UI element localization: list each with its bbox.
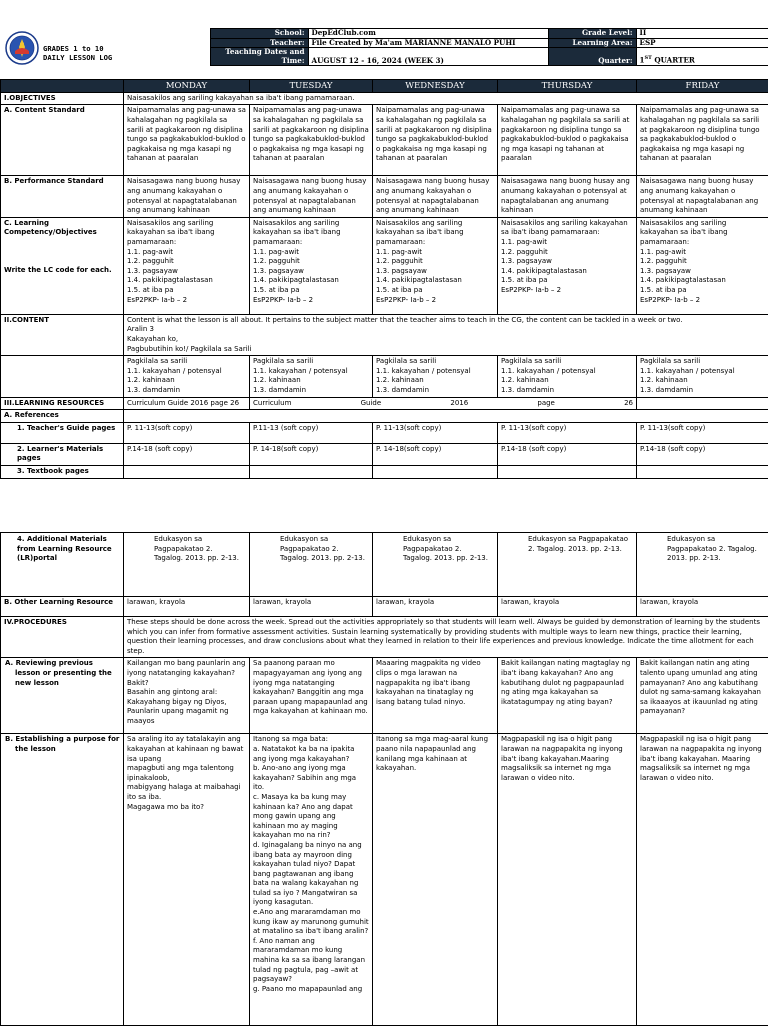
quarter-value <box>636 48 768 66</box>
references-label: A. References <box>1 410 124 423</box>
purpose-tue: Itanong sa mga bata: a. Natatakot ka ba na ipakita ang iyong mga kakayahan? b. Ano-ano ang iyong mga kakayahan? Sabihin ang mga ito. c. Masaya ka ba kung may kahinaan ka? Ano ang dapat mong gawin upang ang kahinaan mo ay maging kakayahan mo na rin? d. Iginagalang ba ninyo na ang ibang bata ay mayroon ding kakayahan tulad niyo? Dapat bang pagtawanan ang ibang bata na walang kakayahan ng tulad sa iyo ? Mangatwiran sa iyong kasagutan. e.Ano ang mararamdaman mo kung ikaw ay marunong gumuhit at matalino sa iba't ibang aralin? f. Ano naman ang mararamdaman mo kung mahina ka sa sa ibang larangan tulad ng pagtula, pag –awit at pagsayaw? g. Paano mo mapapaunlad ang <box>250 734 373 1026</box>
references-blank <box>124 410 768 423</box>
dates-label <box>210 48 308 66</box>
teachers-guide-label: 1. Teacher's Guide pages <box>1 422 124 443</box>
teachers-guide-fri: P. 11-13(soft copy) <box>637 422 768 443</box>
other-resource-tue: larawan, krayola <box>250 597 373 617</box>
competency-fri: Naisasakilos ang sariling kakayahan sa iba't ibang pamamaraan: 1.1. pag-awit 1.2. pagguhit 1.3. pagsayaw 1.4. pakikipagtalastasan 1.5. at iba pa EsP2PKP- Ia-b – 2 <box>637 217 768 314</box>
competency-thu: Naisasakilos ang sariling kakayahan sa iba't ibang pamamaraan: 1.1. pag-awit 1.2. pagguhit 1.3. pagsayaw 1.4. pakikipagtalastasan 1.5. at iba pa EsP2PKP- Ia-b – 2 <box>498 217 637 314</box>
form-title <box>40 29 210 79</box>
learners-thu: P.14-18 (soft copy) <box>498 443 637 465</box>
performance-standard-label: B. Performance Standard <box>1 176 124 217</box>
title-line-1: GRADES 1 to 10 <box>43 45 207 54</box>
review-tue: Sa paanong paraan mo mapagyayaman ang iyong ang iyong mga natatanging kakayahan? Banggitin ang mga paraan upang mapapaunlad ang mga kakayahan at kahinaan mo. <box>250 658 373 734</box>
quarter-suffix: ST <box>645 55 652 61</box>
school-value: DepEdClub.com <box>308 29 548 39</box>
content-standard-wed: Naipamamalas ang pag-unawa sa kahalagahan ng pagkilala sa sarili at pagkakaroon ng disiplina tungo sa pagkakabuklod-buklod o pagkakaisa ng mga kasapi ng tahanan at paaralan <box>373 105 498 176</box>
textbook-wed <box>373 465 498 478</box>
lesson-log-page-1 <box>0 28 768 479</box>
grade-label: Grade Level: <box>548 29 636 39</box>
textbook-thu <box>498 465 637 478</box>
objectives-label: I.OBJECTIVES <box>1 92 124 105</box>
learners-fri: P.14-18 (soft copy) <box>637 443 768 465</box>
dates-label-1: Teaching Dates and <box>214 48 305 57</box>
content-wed: Pagkilala sa sarili 1.1. kakayahan / potensyal 1.2. kahinaan 1.3. damdamin <box>373 356 498 397</box>
performance-standard-wed: Naisasagawa nang buong husay ang anumang kakayahan o potensyal at napagtalabanan ang anumang kahinaan <box>373 176 498 217</box>
objectives-table <box>0 79 768 479</box>
school-label: School: <box>210 29 308 39</box>
teacher-value: File Created by Ma'am MARIANNE MANALO PUHI <box>308 38 548 48</box>
content-standard-mon: Naipamamalas ang pag-unawa sa kahalagahan ng pagkilala sa sarili at pagkakaroon ng disiplina tungo sa pagkakabuklod-buklod o pagkakaisa ng mga kasapi ng tahanan at paaralan <box>124 105 250 176</box>
teachers-guide-thu: P. 11-13(soft copy) <box>498 422 637 443</box>
learners-label: 2. Learner's Materials pages <box>1 443 124 465</box>
textbook-tue <box>250 465 373 478</box>
deped-seal-icon <box>5 31 39 65</box>
content-thu: Pagkilala sa sarili 1.1. kakayahan / potensyal 1.2. kahinaan 1.3. damdamin <box>498 356 637 397</box>
review-wed: Maaaring magpakita ng video clips o mga larawan na nagpapakita ng iba't ibang kakayahan na tinataglay ng isang batang tulad ninyo. <box>373 658 498 734</box>
additional-mon: Edukasyon sa Pagpapakatao 2. Tagalog. 2013. pp. 2-13. <box>124 533 250 597</box>
content-text: Content is what the lesson is all about. It pertains to the subject matter that the teacher aims to teach in the CG, the content can be tackled in a week or two. Aralin 3 Kakayahan ko, Pagbubutihin ko!/ Pagkilala sa Sarili <box>124 314 768 355</box>
competency-note: Write the LC code for each. <box>4 266 120 276</box>
other-resource-fri: larawan, krayola <box>637 597 768 617</box>
content-mon: Pagkilala sa sarili 1.1. kakayahan / potensyal 1.2. kahinaan 1.3. damdamin <box>124 356 250 397</box>
additional-thu: Edukasyon sa Pagpapakatao 2. Tagalog. 2013. pp. 2-13. <box>498 533 637 597</box>
day-thursday: THURSDAY <box>498 79 637 92</box>
performance-standard-tue: Naisasagawa nang buong husay ang anumang kakayahan o potensyal at napagtalabanan ang anumang kahinaan <box>250 176 373 217</box>
quarter-label: Quarter: <box>548 48 636 66</box>
quarter-number: 1 <box>640 56 645 65</box>
additional-tue: Edukasyon sa Pagpapakatao 2. Tagalog. 2013. pp. 2-13. <box>250 533 373 597</box>
content-standard-label: A. Content Standard <box>1 105 124 176</box>
area-label: Learning Area: <box>548 38 636 48</box>
learners-tue: P. 14-18(soft copy) <box>250 443 373 465</box>
day-wednesday: WEDNESDAY <box>373 79 498 92</box>
other-resource-wed: larawan, krayola <box>373 597 498 617</box>
purpose-wed: Itanong sa mga mag-aaral kung paano nila napapaunlad ang kanilang mga kahinaan at kakayahan. <box>373 734 498 1026</box>
competency-mon: Naisasakilos ang sariling kakayahan sa iba't ibang pamamaraan: 1.1. pag-awit 1.2. pagguhit 1.3. pagsayaw 1.4. pakikipagtalastasan 1.5. at iba pa EsP2PKP- Ia-b – 2 <box>124 217 250 314</box>
purpose-thu: Magpapaskil ng isa o higit pang larawan na nagpapakita ng inyong iba't ibang kakayahan.Maaring magsaliksik sa internet ng mga larawan o video nito. <box>498 734 637 1026</box>
procedures-label: IV.PROCEDURES <box>1 617 124 658</box>
resources-mon: Curriculum Guide 2016 page 26 <box>124 397 250 410</box>
other-resource-mon: larawan, krayola <box>124 597 250 617</box>
additional-wed: Edukasyon sa Pagpapakatao 2. Tagalog. 2013. pp. 2-13. <box>373 533 498 597</box>
teachers-guide-tue: P.11-13 (soft copy) <box>250 422 373 443</box>
resources-spread: Curriculum Guide 2016 page 26 <box>250 397 637 410</box>
content-tue: Pagkilala sa sarili 1.1. kakayahan / potensyal 1.2. kahinaan 1.3. damdamin <box>250 356 373 397</box>
review-mon: Kailangan mo bang paunlarin ang iyong natatanging kakayahan? Bakit? Basahin ang gintong aral: Kakayahang bigay ng Diyos, Paunlarin upang magamit ng maayos <box>124 658 250 734</box>
performance-standard-thu: Naisasagawa nang buong husay ang anumang kakayahan o potensyal at napagtalabanan ang anumang kahinaan <box>498 176 637 217</box>
content-label: II.CONTENT <box>1 314 124 355</box>
review-thu: Bakit kailangan nating magtaglay ng iba't ibang kakayahan? Ano ang kabutihang dulot ng pagpapaunlad ng ating mga kakayahan sa ikatatagumpay ng ating bayan? <box>498 658 637 734</box>
area-value: ESP <box>636 38 768 48</box>
additional-fri: Edukasyon sa Pagpapakatao 2. Tagalog. 2013. pp. 2-13. <box>637 533 768 597</box>
content-days-blank <box>1 356 124 397</box>
day-header-blank <box>1 79 124 92</box>
review-label: A. Reviewing previous lesson or presenting the new lesson <box>1 658 124 734</box>
performance-standard-mon: Naisasagawa nang buong husay ang anumang kakayahan o potensyal at napagtatalabanan ang anumang kahinaan <box>124 176 250 217</box>
objectives-text: Naisasakilos ang sariling kakayahan sa iba't ibang pamamaraan. <box>124 92 768 105</box>
grade-value: II <box>636 29 768 39</box>
teachers-guide-mon: P. 11-13(soft copy) <box>124 422 250 443</box>
competency-label: C. Learning Competency/Objectives <box>4 219 120 238</box>
competency-tue: Naisasakilos ang sariling kakayahan sa iba't ibang pamamaraan: 1.1. pag-awit 1.2. pagguhit 1.3. pagsayaw 1.4. pakikipagtalastasan 1.5. at iba pa EsP2PKP- Ia-b – 2 <box>250 217 373 314</box>
resources-label: III.LEARNING RESOURCES <box>1 397 124 410</box>
day-friday: FRIDAY <box>637 79 768 92</box>
content-standard-fri: Naipamamalas ang pag-unawa sa kahalagahan ng pagkilala sa sarili at pagkakaroon ng disiplina tungo sa pagkakabuklod-buklod o pagkakaisa ng mga kasapi ng tahanan at paaralan <box>637 105 768 176</box>
textbook-mon <box>124 465 250 478</box>
review-fri: Bakit kailangan natin ang ating talento upang umunlad ang ating pamayanan? Ano ang kabutihang dulot ng sama-samang kakayahan sa ikaaayos at ikauunlad ng ating pamayanan? <box>637 658 768 734</box>
competency-label-cell <box>1 217 124 314</box>
purpose-fri: Magpapaskil ng isa o higit pang larawan na nagpapakita ng inyong iba't ibang kakayahan. Maaring magsaliksik sa internet ng mga larawan o video nito. <box>637 734 768 1026</box>
teacher-label: Teacher: <box>210 38 308 48</box>
other-resource-thu: larawan, krayola <box>498 597 637 617</box>
performance-standard-fri: Naisasagawa nang buong husay ang anumang kakayahan o potensyal at napagtalabanan ang anumang kahinaan <box>637 176 768 217</box>
procedures-table <box>0 532 768 1026</box>
content-standard-tue: Naipamamalas ang pag-unawa sa kahalagahan ng pagkilala sa sarili at pagkakaroon ng disiplina tungo sa pagkakabuklod-buklod o pagkakaisa ng mga kasapi ng tahanan at paaralan <box>250 105 373 176</box>
additional-label: 4. Additional Materials from Learning Resource (LR)portal <box>1 533 124 597</box>
purpose-mon: Sa araling ito ay tatalakayin ang kakayahan at kahinaan ng bawat isa upang mapagbuti ang mga talentong ipinakaloob, mabigyang halaga at maibahagi ito sa iba. Magagawa mo ba ito? <box>124 734 250 1026</box>
resources-fri <box>637 397 768 410</box>
quarter-text: QUARTER <box>652 56 695 65</box>
competency-wed: Naisasakilos ang sariling kakayahan sa iba't ibang pamamaraan: 1.1. pag-awit 1.2. pagguhit 1.3. pagsayaw 1.4. pakikipagtalastasan 1.5. at iba pa EsP2PKP- Ia-b – 2 <box>373 217 498 314</box>
purpose-label: B. Establishing a purpose for the lesson <box>1 734 124 1026</box>
learners-mon: P.14-18 (soft copy) <box>124 443 250 465</box>
day-header-row <box>1 79 768 92</box>
day-tuesday: TUESDAY <box>250 79 373 92</box>
dates-label-2: Time: <box>214 57 305 66</box>
title-line-2: DAILY LESSON LOG <box>43 54 207 63</box>
dates-value: AUGUST 12 - 16, 2024 (WEEK 3) <box>308 48 548 66</box>
other-resource-label: B. Other Learning Resource <box>1 597 124 617</box>
teachers-guide-wed: P. 11-13(soft copy) <box>373 422 498 443</box>
content-standard-thu: Naipamamalas ang pag-unawa sa kahalagahan ng pagkilala sa sarili at pagkakaroon ng disiplina tungo sa pagkakabuklod-buklod o pagkakaisa ng mga kasapi ng tahanan at paaralan <box>498 105 637 176</box>
deped-seal <box>0 29 40 79</box>
day-monday: MONDAY <box>124 79 250 92</box>
content-fri: Pagkilala sa sarili 1.1. kakayahan / potensyal 1.2. kahinaan 1.3. damdamin <box>637 356 768 397</box>
header-table <box>0 28 768 79</box>
textbook-fri <box>637 465 768 478</box>
learners-wed: P. 14-18(soft copy) <box>373 443 498 465</box>
textbook-label: 3. Textbook pages <box>1 465 124 478</box>
procedures-text: These steps should be done across the week. Spread out the activities appropriately so that students will learn well. Always be guided by demonstration of learning by the students which you can infer from formative assessment activities. Sustain learning systematically by providing students with multiple ways to learn new things, practice their learning, question their learning processes, and draw conclusions about what they learned in relation to their life experiences and previous knowledge. Indicate the time allotment for each step. <box>124 617 768 658</box>
lesson-log-page-2 <box>0 532 768 1026</box>
